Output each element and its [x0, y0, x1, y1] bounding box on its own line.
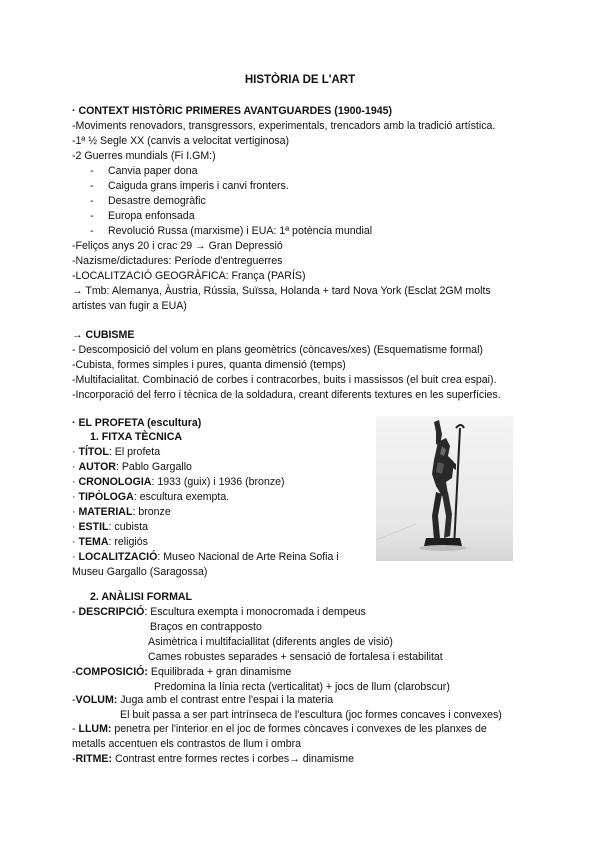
profeta-heading: · EL PROFETA (escultura) — [72, 417, 202, 429]
context-line: -1ª ½ Segle XX (canvis a velocitat vertiginosa) — [72, 135, 290, 147]
descripcio-line: Asimètrica i multifaciallitat (diferents angles de visió) — [148, 636, 393, 648]
context-line: -Feliços anys 20 i crac 29 → Gran Depressió — [72, 240, 283, 252]
field-localitzacio-cont: Museu Gargallo (Saragossa) — [72, 566, 208, 578]
field-tipologa: · TIPÒLOGA: escultura exempta. — [72, 491, 230, 503]
cubisme-heading: → CUBISME — [72, 329, 135, 341]
volum-line: -VOLUM: Juga amb el contrast entre l'espai i la materia — [72, 694, 334, 706]
field-localitzacio: · LOCALITZACIÓ: Museo Nacional de Arte Reina Sofia i — [72, 551, 339, 563]
context-heading: · CONTEXT HISTÒRIC PRIMERES AVANTGUARDES (1900-1945) — [72, 105, 393, 117]
context-line: artistes van fugir a EUA) — [72, 300, 187, 312]
list-item: - Caiguda grans imperis i canvi fronters. — [90, 180, 289, 192]
descripcio-line: Braços en contrapposto — [150, 621, 262, 633]
composicio-line: Predomina la línia recta (verticalitat) + jocs de llum (clarobscur) — [154, 681, 450, 693]
list-item: - Revolució Russa (marxisme) i EUA: 1ª potència mundial — [90, 225, 373, 237]
field-titol: · TÍTOL: El profeta — [72, 446, 161, 458]
llum-line: metalls accentuen els contrastos de llum i ombra — [72, 738, 302, 750]
sculpture-photo — [376, 416, 513, 561]
page-title: HISTÒRIA DE L'ART — [244, 74, 356, 86]
list-item: - Desastre demogràfic — [90, 195, 206, 207]
cubisme-line: -Cubista, formes simples i pures, quanta dimensió (temps) — [72, 359, 346, 371]
field-material: · MATERIAL: bronze — [72, 506, 171, 518]
field-cronologia: · CRONOLOGIA: 1933 (guix) i 1936 (bronze) — [72, 476, 285, 488]
ritme-line: -RITME: Contrast entre formes rectes i corbes→ dinamisme — [72, 753, 354, 765]
field-autor: · AUTOR: Pablo Gargallo — [72, 461, 192, 473]
list-item: - Europa enfonsada — [90, 210, 195, 222]
field-estil: · ESTIL: cubista — [72, 521, 148, 533]
context-line: -Nazisme/dictadures: Període d'entreguerres — [72, 255, 283, 267]
llum-line: - LLUM: penetra per l'interior en el joc de formes còncaves i convexes de les planxes de — [72, 723, 487, 735]
context-line: -Moviments renovadors, transgressors, experimentals, trencadors amb la tradició artística. — [72, 120, 496, 132]
list-item: - Canvia paper dona — [90, 165, 198, 177]
descripcio-line: - DESCRIPCIÓ: Escultura exempta i monocromada i dempeus — [72, 606, 366, 618]
field-tema: · TEMA: religiós — [72, 536, 148, 548]
context-line: -2 Guerres mundials (Fi I.GM:) — [72, 150, 216, 162]
volum-line: El buit passa a ser part intrínseca de l'escultura (joc formes concaves i convexes) — [120, 709, 502, 721]
cubisme-line: -Incorporació del ferro i tècnica de la soldadura, creant diferents textures en les superfícies. — [72, 389, 501, 401]
descripcio-line: Cames robustes separades + sensació de fortalesa i estabilitat — [148, 651, 443, 663]
context-line: → Tmb: Alemanya, Àustria, Rússia, Suïssa, Holanda + tard Nova York (Esclat 2GM molts — [72, 285, 491, 297]
cubisme-line: -Multifacialitat. Combinació de corbes i contracorbes, buits i massissos (el buit crea espai). — [72, 374, 497, 386]
prophet-sculpture-image — [376, 416, 513, 561]
cubisme-line: - Descomposició del volum en plans geomètrics (còncaves/xes) (Esquematisme formal) — [72, 344, 483, 356]
section-heading-analisi: 2. ANÀLISI FORMAL — [90, 591, 193, 603]
composicio-line: -COMPOSICIÓ: Equilibrada + gran dinamisme — [72, 666, 292, 678]
context-line: -LOCALITZACIÓ GEOGRÀFICA: França (PARÍS) — [72, 270, 306, 282]
section-heading-fitxa: 1. FITXA TÈCNICA — [90, 431, 183, 443]
